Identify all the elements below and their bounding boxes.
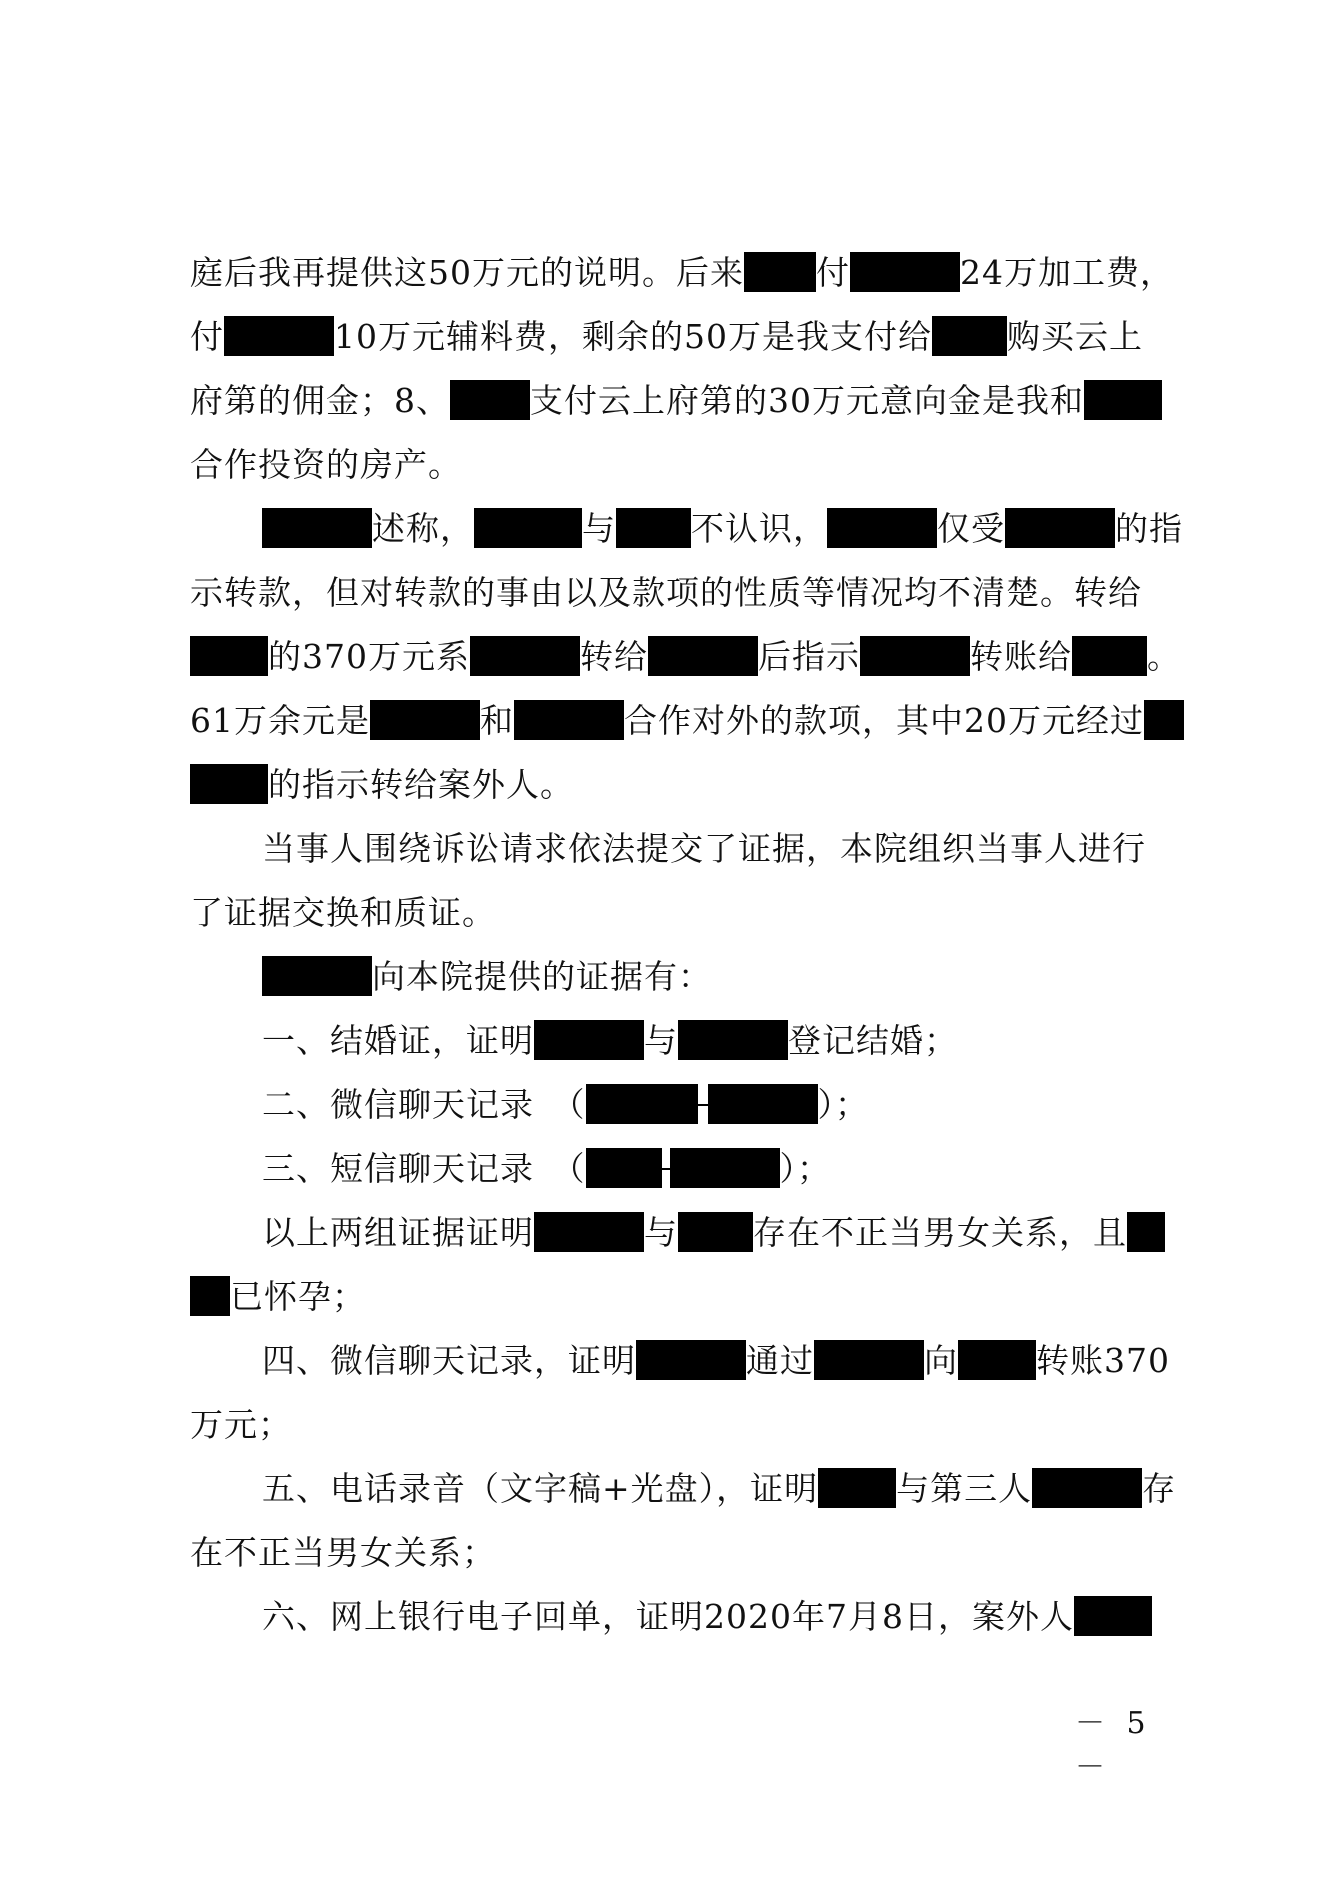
redaction-box bbox=[514, 700, 624, 740]
text-line: 的370万元系 转给 后指示 转账给 。 bbox=[190, 632, 1220, 682]
redaction-box bbox=[616, 508, 691, 548]
redaction-box bbox=[636, 1340, 746, 1380]
text-line: 61万余元是 和 合作对外的款项，其中20万元经过 bbox=[190, 696, 1220, 746]
redaction-box bbox=[190, 764, 268, 804]
redaction-box bbox=[1144, 700, 1184, 740]
redaction-box bbox=[1032, 1468, 1142, 1508]
redaction-box bbox=[818, 1468, 896, 1508]
redaction-box bbox=[1127, 1212, 1165, 1252]
redaction-box bbox=[224, 316, 334, 356]
redaction-box bbox=[932, 316, 1007, 356]
redaction-box bbox=[678, 1020, 788, 1060]
text-line: 庭后我再提供这50万元的说明。后来 付 24万加工费， bbox=[190, 253, 1174, 292]
redaction-box bbox=[474, 508, 582, 548]
redaction-box bbox=[190, 636, 268, 676]
redaction-box bbox=[827, 508, 937, 548]
redaction-box bbox=[262, 956, 372, 996]
redaction-box bbox=[190, 1276, 230, 1316]
text-line: 的指示转给案外人。 bbox=[190, 760, 1220, 810]
redaction-box bbox=[534, 1212, 644, 1252]
text-line: 二、微信聊天记录 （ ）； bbox=[262, 1085, 869, 1124]
redaction-connector bbox=[698, 1104, 708, 1106]
text-line: 三、短信聊天记录 （ ）； bbox=[262, 1149, 831, 1188]
redaction-box bbox=[1074, 1596, 1152, 1636]
text-line: 了证据交换和质证。 bbox=[190, 893, 496, 932]
page-number: － 5 － bbox=[1075, 1706, 1152, 1785]
text-line: 当事人围绕诉讼请求依法提交了证据，本院组织当事人进行 bbox=[262, 829, 1146, 868]
text-line: 一、结婚证，证明 与 登记结婚； bbox=[262, 1021, 958, 1060]
redaction-box bbox=[470, 636, 580, 676]
text-line: 付 10万元辅料费，剩余的50万是我支付给 购买云上 bbox=[190, 317, 1143, 356]
redaction-box bbox=[1005, 508, 1115, 548]
redaction-box bbox=[670, 1148, 780, 1188]
redaction-box bbox=[586, 1148, 662, 1188]
text-line: 以上两组证据证明 与 存在不正当男女关系，且 bbox=[262, 1208, 1220, 1258]
redaction-box bbox=[744, 252, 816, 292]
text-line: 府第的佣金；8、 支付云上府第的30万元意向金是我和 bbox=[190, 376, 1220, 426]
redaction-box bbox=[534, 1020, 644, 1060]
redaction-box bbox=[262, 508, 372, 548]
redaction-box bbox=[648, 636, 758, 676]
text-line: 向本院提供的证据有： bbox=[262, 952, 1220, 1002]
redaction-box bbox=[1072, 636, 1147, 676]
text-line: 在不正当男女关系； bbox=[190, 1533, 496, 1572]
text-line: 已怀孕； bbox=[190, 1272, 1220, 1322]
redaction-connector bbox=[662, 1168, 670, 1170]
text-line: 合作投资的房产。 bbox=[190, 445, 462, 484]
redaction-box bbox=[860, 636, 970, 676]
text-line: 六、网上银行电子回单，证明2020年7月8日，案外人 bbox=[262, 1592, 1220, 1642]
text-line: 四、微信聊天记录，证明 通过 向 转账370 bbox=[262, 1341, 1170, 1380]
text-line: 述称， 与 不认识， 仅受 的指 bbox=[262, 504, 1220, 554]
redaction-box bbox=[678, 1212, 753, 1252]
redaction-box bbox=[958, 1340, 1036, 1380]
redaction-box bbox=[814, 1340, 924, 1380]
text-line: 示转款，但对转款的事由以及款项的性质等情况均不清楚。转给 bbox=[190, 573, 1142, 612]
redaction-box bbox=[850, 252, 960, 292]
text-line: 万元； bbox=[190, 1405, 292, 1444]
redaction-box bbox=[586, 1084, 698, 1124]
redaction-box bbox=[1084, 380, 1162, 420]
text-line: 五、电话录音（文字稿+光盘），证明 与第三人 存 bbox=[262, 1469, 1177, 1508]
redaction-box bbox=[370, 700, 480, 740]
redaction-box bbox=[450, 380, 530, 420]
redaction-box bbox=[708, 1084, 818, 1124]
